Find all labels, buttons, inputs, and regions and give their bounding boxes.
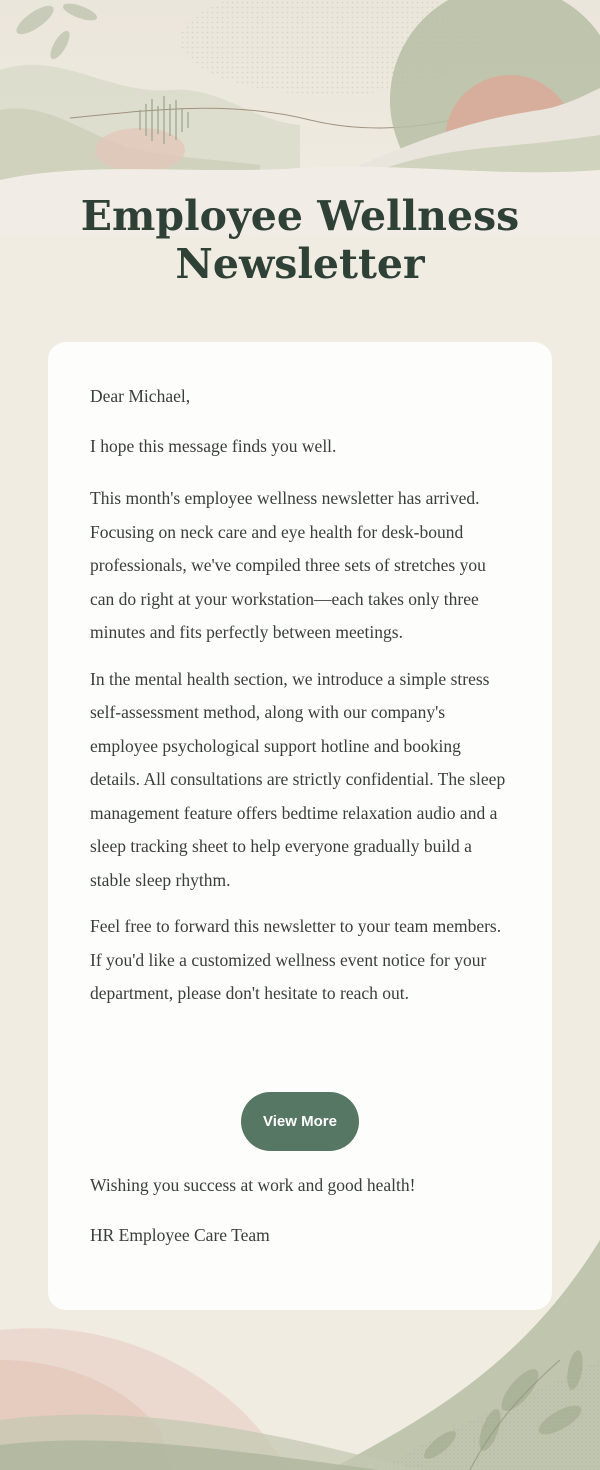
- closing-line: Wishing you success at work and good health!: [90, 1175, 416, 1195]
- cta-wrapper: [48, 1092, 552, 1151]
- title-text: Employee Wellness Newsletter: [80, 192, 520, 288]
- signature: HR Employee Care Team: [90, 1225, 270, 1245]
- email-card: [48, 342, 552, 1310]
- view-more-button[interactable]: View More: [241, 1092, 359, 1151]
- paragraph-forward: Feel free to forward this newsletter to your team members. If you'd like a customized wellness event notice for your department, please don't hesitate to reach out.: [90, 916, 502, 1003]
- paragraph-mental-health: In the mental health section, we introduce a simple stress self-assessment method, along with our company's employee psychological support hotline and booking details. All consultations are strictly confidential. The sleep management feature offers bedtime relaxation audio and a sleep tracking sheet to help everyone gradually build a stable sleep rhythm.: [90, 668, 506, 890]
- greeting: Dear Michael,: [90, 386, 191, 406]
- newsletter-title: [0, 192, 600, 288]
- intro-line: I hope this message finds you well.: [90, 436, 337, 456]
- paragraph-stretches: This month's employee wellness newsletter has arrived. Focusing on neck care and eye health for desk-bound professionals, we've compiled three sets of stretches you can do right at your workstation—each takes only three minutes and fits perfectly between meetings.: [90, 488, 486, 642]
